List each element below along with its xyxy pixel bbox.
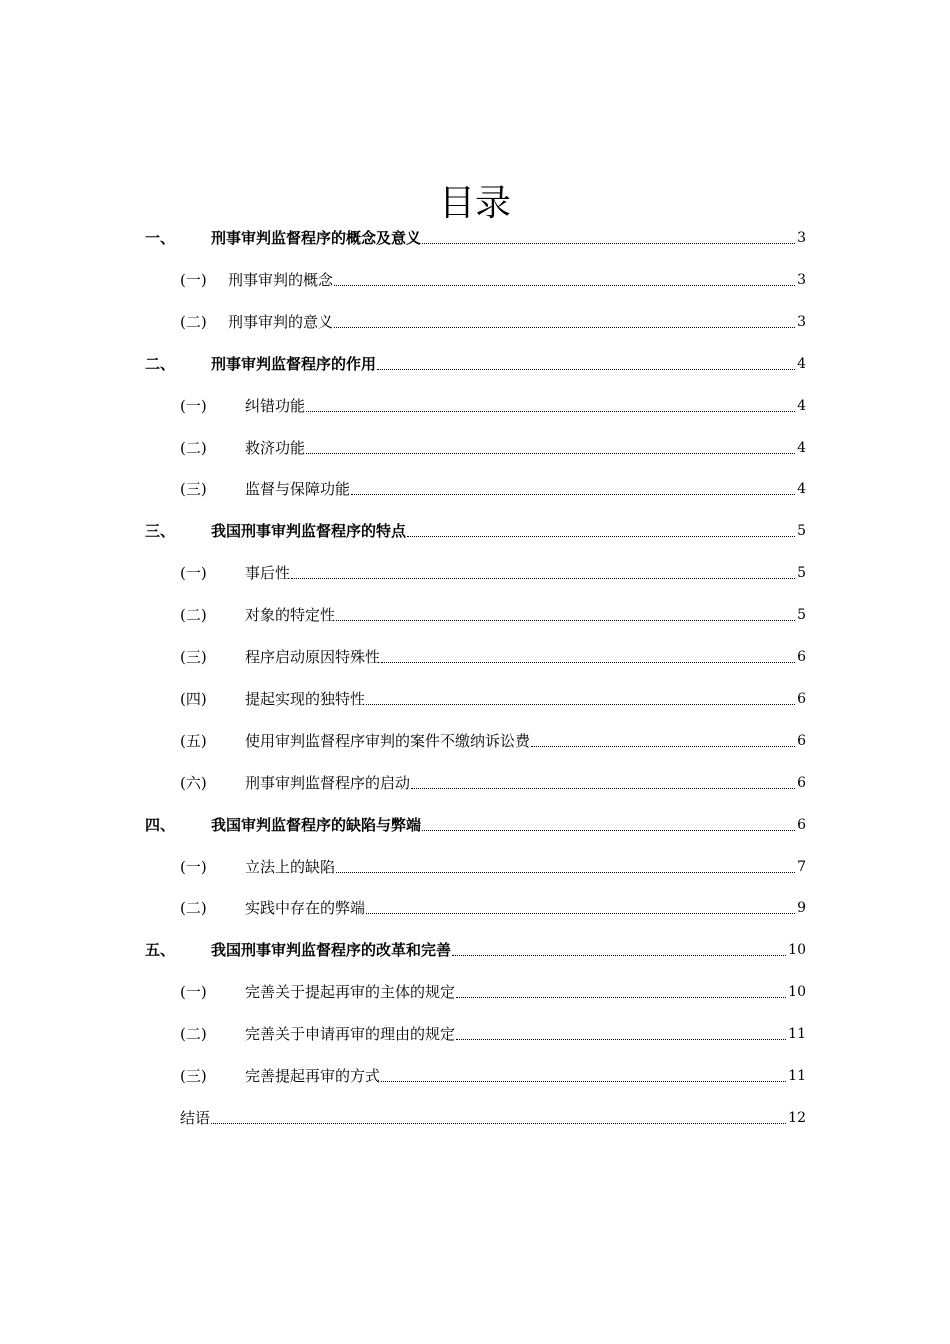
toc-entry-number: (四) [180,690,207,708]
toc-entry-number: (一) [180,983,207,1001]
toc-entry-page-number: 3 [797,314,806,330]
toc-entry-number: (六) [180,774,207,792]
toc-entry-page-number: 5 [797,607,806,623]
toc-entry-page-number: 6 [797,649,806,665]
toc-entry-page-number: 4 [797,440,806,456]
dot-leader [334,322,795,328]
toc-entry-page-number: 6 [797,775,806,791]
dot-leader [422,825,795,831]
toc-entry-title: 救济功能 [245,439,306,457]
dot-leader [366,908,795,914]
toc-entry-title: 我国审判监督程序的缺陷与弊端 [211,816,422,834]
toc-entry-page-number: 4 [797,356,806,372]
toc-entry[interactable] [180,476,806,502]
toc-entry[interactable] [180,728,806,754]
toc-entry[interactable] [180,435,806,461]
toc-entry-number: (二) [180,439,207,457]
toc-entry-number: (二) [180,606,207,624]
toc-entry-page-number: 6 [797,817,806,833]
toc-entry-page-number: 11 [788,1068,806,1084]
toc-entry-page-number: 5 [797,523,806,539]
toc-entry-title: 刑事审判的概念 [228,271,334,289]
dot-leader [381,657,795,663]
toc-entry-number: (一) [180,397,207,415]
page-title: 目录 [438,183,511,225]
toc-entry[interactable] [180,979,806,1005]
dot-leader [422,238,795,244]
toc-entry-page-number: 3 [797,230,806,246]
dot-leader [366,699,795,705]
toc-entry[interactable] [180,1063,806,1089]
toc-entry-page-number: 4 [797,398,806,414]
toc-entry-page-number: 5 [797,565,806,581]
dot-leader [531,741,795,747]
dot-leader [351,489,795,495]
toc-entry-number: (二) [180,1025,207,1043]
dot-leader [377,364,795,370]
toc-entry-title: 刑事审判监督程序的作用 [211,355,377,373]
toc-entry-number: 二、 [145,355,176,373]
toc-entry[interactable] [145,225,806,251]
toc-entry-number: (一) [180,858,207,876]
toc-entry[interactable] [180,560,806,586]
toc-entry-number: (三) [180,648,207,666]
dot-leader [407,531,795,537]
toc-entry[interactable] [180,686,806,712]
toc-entry-title: 程序启动原因特殊性 [245,648,381,666]
toc-entry[interactable] [180,854,806,880]
toc-entry-number: 三、 [145,522,176,540]
toc-entry[interactable] [180,602,806,628]
toc-entry[interactable] [145,937,806,963]
toc-entry-page-number: 7 [797,859,806,875]
dot-leader [291,573,795,579]
toc-entry-title: 纠错功能 [245,397,306,415]
dot-leader [381,1076,786,1082]
toc-entry[interactable] [180,770,806,796]
toc-entry[interactable] [145,812,806,838]
toc-entry-number: (二) [180,899,207,917]
dot-leader [336,615,795,621]
toc-entry-number: (三) [180,480,207,498]
toc-entry[interactable] [180,309,806,335]
toc-entry-number: 五、 [145,941,176,959]
toc-entry-title: 监督与保障功能 [245,480,351,498]
toc-entry[interactable] [180,1021,806,1047]
toc-entry[interactable] [180,267,806,293]
toc-entry-page-number: 12 [788,1110,806,1126]
toc-entry-number: (一) [180,271,207,289]
toc-entry[interactable] [145,518,806,544]
toc-entry-title: 事后性 [245,564,291,582]
dot-leader [336,867,795,873]
toc-entry[interactable] [180,644,806,670]
toc-entry-title: 完善提起再审的方式 [245,1067,381,1085]
dot-leader [456,992,786,998]
dot-leader [452,950,786,956]
toc-entry-title: 刑事审判的意义 [228,313,334,331]
toc-entry-title: 我国刑事审判监督程序的特点 [211,522,407,540]
toc-entry-title: 刑事审判监督程序的概念及意义 [211,229,422,247]
dot-leader [334,280,795,286]
toc-entry-page-number: 6 [797,691,806,707]
toc-entry-page-number: 10 [788,942,806,958]
toc-entry-title: 结语 [180,1109,211,1127]
dot-leader [456,1034,786,1040]
toc-entry[interactable] [145,351,806,377]
dot-leader [411,783,795,789]
toc-entry-title: 实践中存在的弊端 [245,899,366,917]
dot-leader [211,1118,786,1124]
toc-entry-number: 一、 [145,229,176,247]
toc-entry[interactable] [180,895,806,921]
toc-entry-title: 刑事审判监督程序的启动 [245,774,411,792]
toc-entry-title: 立法上的缺陷 [245,858,336,876]
toc-entry-title: 对象的特定性 [245,606,336,624]
toc-entry-number: (一) [180,564,207,582]
dot-leader [306,448,795,454]
toc-entry-page-number: 10 [788,984,806,1000]
toc-entry-number: (三) [180,1067,207,1085]
toc-entry-page-number: 9 [797,900,806,916]
toc-entry[interactable] [180,1105,806,1131]
dot-leader [306,406,795,412]
toc-entry-number: 四、 [145,816,176,834]
toc-entry-page-number: 4 [797,481,806,497]
toc-entry-title: 完善关于申请再审的理由的规定 [245,1025,456,1043]
toc-entry-page-number: 11 [788,1026,806,1042]
toc-entry[interactable] [180,393,806,419]
toc-entry-title: 完善关于提起再审的主体的规定 [245,983,456,1001]
toc-entry-page-number: 3 [797,272,806,288]
toc-entry-number: (二) [180,313,207,331]
toc-entry-title: 使用审判监督程序审判的案件不缴纳诉讼费 [245,732,531,750]
toc-entry-title: 提起实现的独特性 [245,690,366,708]
toc-entry-title: 我国刑事审判监督程序的改革和完善 [211,941,452,959]
toc-entry-page-number: 6 [797,733,806,749]
toc-entry-number: (五) [180,732,207,750]
